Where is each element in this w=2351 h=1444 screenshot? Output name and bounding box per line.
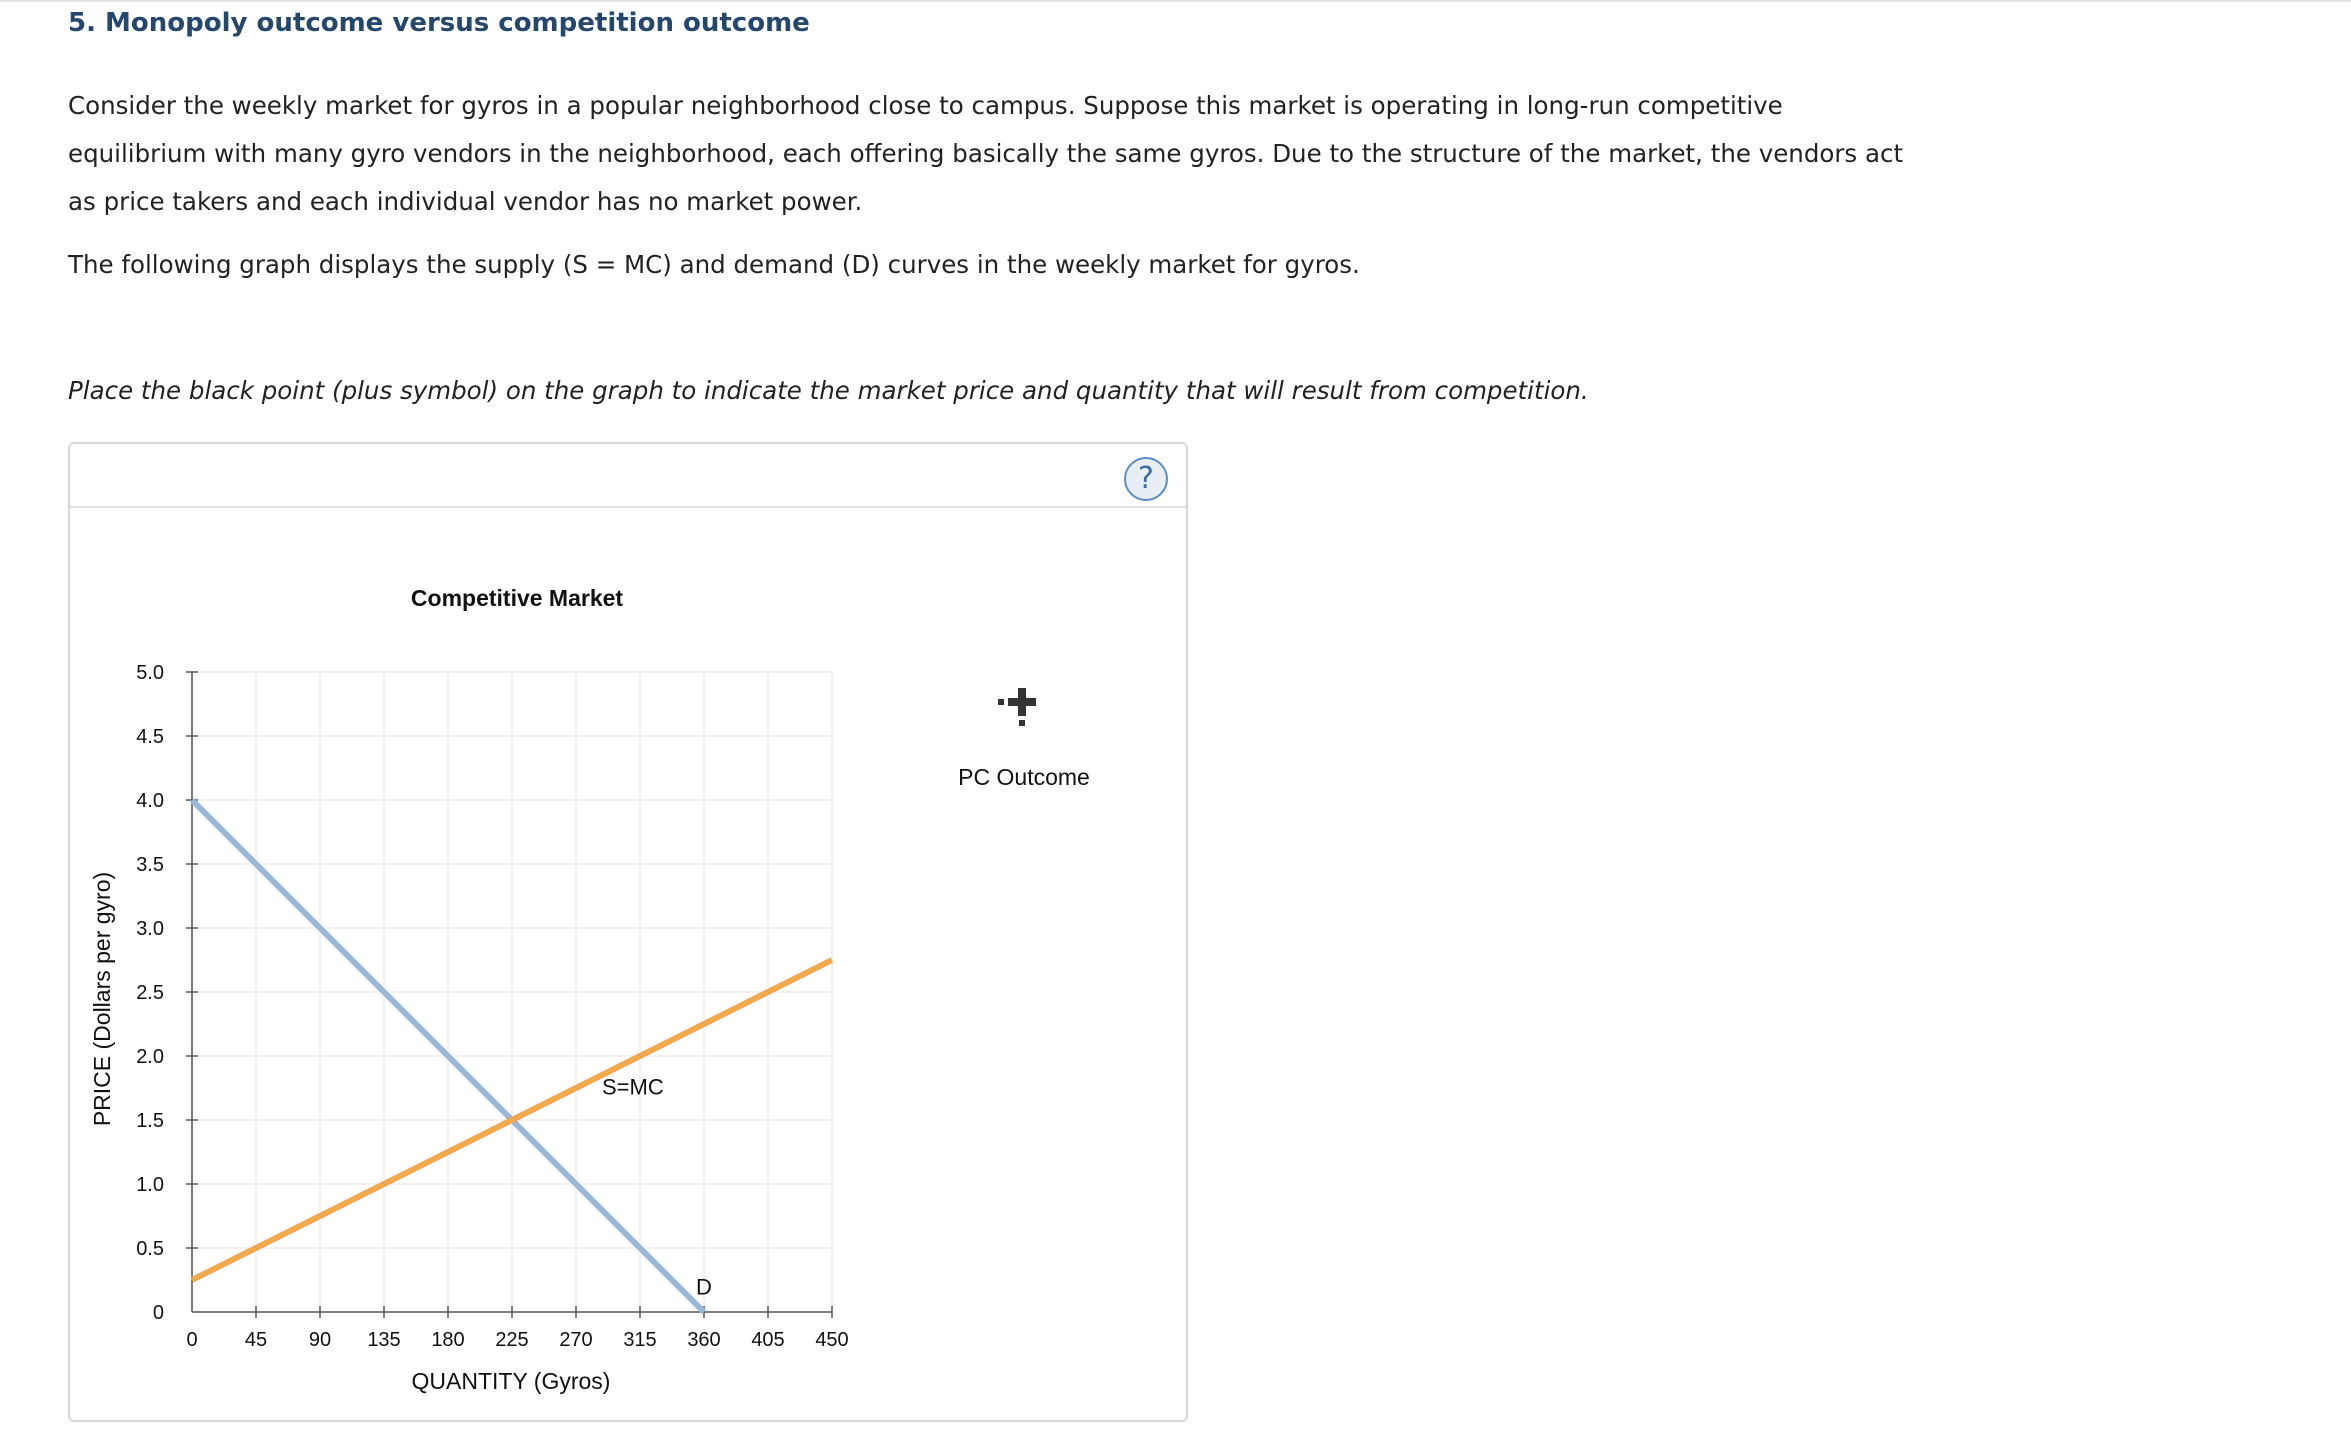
x-axis-label: QUANTITY (Gyros) <box>411 1368 611 1394</box>
x-tick-label: 450 <box>815 1329 849 1351</box>
supply-curve-label: S=MC <box>602 1074 664 1100</box>
x-tick-label: 360 <box>687 1329 721 1351</box>
graph-description: The following graph displays the supply (S = MC) and demand (D) curves in the weekly market for gyros. <box>68 250 1360 279</box>
y-tick-label: 4.5 <box>136 726 164 748</box>
y-axis-label: PRICE (Dollars per gyro) <box>89 871 115 1127</box>
pc-outcome-tool[interactable] <box>958 688 1090 790</box>
top-divider <box>0 0 2351 2</box>
y-tick-label: 4.0 <box>136 790 164 812</box>
y-tick-label: 3.5 <box>136 854 164 876</box>
x-tick-label: 135 <box>367 1329 401 1351</box>
x-tick-label: 180 <box>431 1329 465 1351</box>
demand-curve-label: D <box>696 1274 712 1300</box>
y-tick-label: 2.5 <box>136 982 164 1004</box>
task-instruction: Place the black point (plus symbol) on the graph to indicate the market price and quantity that will result from competition. <box>68 376 1589 405</box>
pc-outcome-label: PC Outcome <box>958 764 1090 790</box>
y-tick-label: 3.0 <box>136 918 164 940</box>
chart-grid <box>192 672 832 1312</box>
y-tick-label: 0.5 <box>136 1238 164 1260</box>
question-title: 5. Monopoly outcome versus competition outcome <box>68 8 810 38</box>
y-tick-label: 2.0 <box>136 1046 164 1068</box>
y-tick-label: 0 <box>152 1302 164 1324</box>
x-tick-label: 270 <box>559 1329 593 1351</box>
y-tick-label: 1.0 <box>136 1174 164 1196</box>
chart-title: Competitive Market <box>410 585 624 611</box>
y-tick-label: 5.0 <box>136 662 164 684</box>
help-button[interactable]: ? <box>1124 457 1168 501</box>
question-paragraph: Consider the weekly market for gyros in a popular neighborhood close to campus. Suppose this market is operating in long-run competitive equilibrium with many gyro vendors in the neighborhood, each offering basically the same gyros. Due to the structure of the market, the vendors act as price takers and each individual vendor has no market power. <box>68 91 1904 216</box>
x-tick-label: 0 <box>186 1329 198 1351</box>
x-tick-label: 90 <box>308 1329 332 1351</box>
y-tick-label: 1.5 <box>136 1110 164 1132</box>
x-tick-label: 225 <box>495 1329 529 1351</box>
graph-panel <box>68 442 1188 1422</box>
chart-canvas[interactable] <box>70 444 1190 1424</box>
x-tick-label: 45 <box>244 1329 268 1351</box>
x-tick-label: 315 <box>623 1329 657 1351</box>
plus-point-icon[interactable] <box>998 688 1036 726</box>
x-tick-label: 405 <box>751 1329 785 1351</box>
